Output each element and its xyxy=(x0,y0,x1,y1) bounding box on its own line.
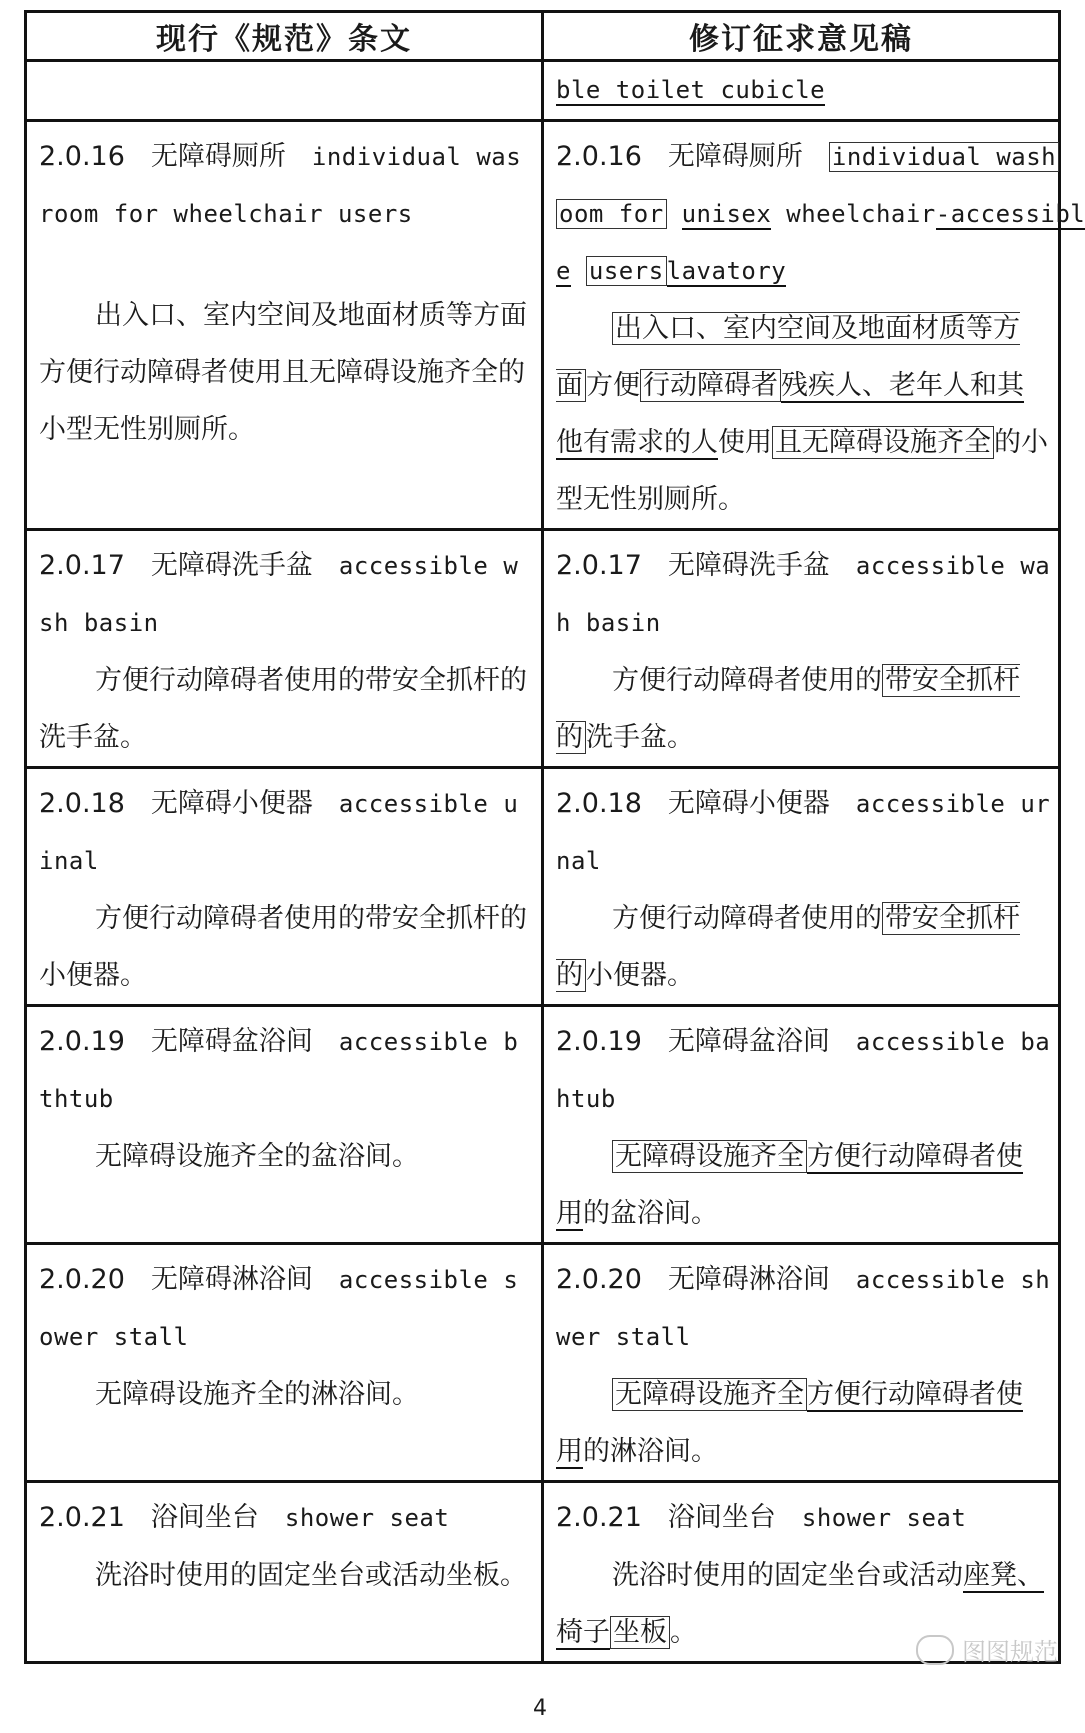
term-en: accessible ba xyxy=(855,1028,1051,1056)
comparison-table xyxy=(24,10,1085,1664)
term-en: individual was xyxy=(311,143,522,171)
term-en: accessible wa xyxy=(855,552,1051,580)
header-revised: 修订征求意见稿 xyxy=(543,12,1060,61)
clause-number: 2.0.19 xyxy=(39,1026,125,1057)
definition-text: 方便行动障碍者使用的 xyxy=(612,903,882,934)
table-row xyxy=(26,1482,1060,1663)
term-en-cont: nal xyxy=(556,847,601,875)
current-cell xyxy=(26,1244,543,1482)
term: 无障碍淋浴间 xyxy=(667,1264,830,1295)
definition-text: 的淋浴间。 xyxy=(583,1436,718,1467)
watermark xyxy=(916,1632,1058,1667)
current-cell xyxy=(26,1006,543,1244)
term-en-cont: inal xyxy=(39,847,99,875)
definition: 无障碍设施齐全的盆浴间。 xyxy=(95,1141,419,1172)
term: 无障碍淋浴间 xyxy=(150,1264,313,1295)
revised-cell xyxy=(543,121,1085,530)
definition: 无障碍设施齐全的淋浴间。 xyxy=(95,1379,419,1410)
clause-number: 2.0.21 xyxy=(556,1502,642,1533)
clause-number: 2.0.16 xyxy=(556,141,642,172)
term: 无障碍厕所 xyxy=(667,141,803,172)
current-cell xyxy=(26,768,543,1006)
definition: 方便行动障碍者使用的带安全抓杆的小便器。 xyxy=(39,903,527,991)
revised-tail-text: ble toilet cubicle xyxy=(556,76,826,104)
revised-cell xyxy=(543,1006,1060,1244)
term-en: wheelchair xyxy=(786,200,936,228)
term-en-cont: h basin xyxy=(556,609,661,637)
term-en: accessible b xyxy=(338,1028,519,1056)
term: 无障碍小便器 xyxy=(150,788,313,819)
continuation-current xyxy=(26,61,543,121)
term-en-boxed: oom for xyxy=(556,199,667,229)
chat-bubble-icon xyxy=(916,1635,954,1665)
continuation-revised xyxy=(543,61,1060,121)
term-en: shower seat xyxy=(801,1504,967,1532)
term-en-cont: htub xyxy=(556,1085,616,1113)
term-en: shower seat xyxy=(284,1504,450,1532)
watermark-text: 图图规范 xyxy=(962,1638,1058,1666)
added-text: 方便行动障碍者使用 xyxy=(556,1141,1023,1229)
term-en-added: unisex xyxy=(681,200,772,228)
clause-number: 2.0.20 xyxy=(556,1264,642,1295)
added-text: 方便行动障碍者使用 xyxy=(556,1379,1023,1467)
definition-text: 的盆浴间。 xyxy=(583,1198,718,1229)
clause-number: 2.0.19 xyxy=(556,1026,642,1057)
current-cell xyxy=(26,121,543,530)
definition-text: 方便行动障碍者使用的 xyxy=(612,665,882,696)
current-cell xyxy=(26,1482,543,1663)
deleted-text: 无障碍设施齐全 xyxy=(612,1140,807,1173)
term-en: accessible w xyxy=(338,552,519,580)
deleted-text: 行动障碍者 xyxy=(640,369,781,402)
definition: 出入口、室内空间及地面材质等方面方便行动障碍者使用且无障碍设施齐全的小型无性别厕所。 xyxy=(39,300,527,445)
header-row xyxy=(26,12,1060,61)
definition-text: 洗手盆。 xyxy=(586,722,694,753)
term: 浴间坐台 xyxy=(667,1502,776,1533)
header-current: 现行《规范》条文 xyxy=(26,12,543,61)
clause-number: 2.0.17 xyxy=(556,550,642,581)
deleted-text: 且无障碍设施齐全 xyxy=(772,426,994,459)
page-number: 4 xyxy=(533,1696,547,1721)
term-en-added: -accessibl xyxy=(935,200,1085,228)
term: 无障碍盆浴间 xyxy=(150,1026,313,1057)
definition-text: 使用 xyxy=(718,427,772,458)
current-cell xyxy=(26,530,543,768)
term-en: accessible u xyxy=(338,790,519,818)
table-row xyxy=(26,1244,1060,1482)
term: 无障碍盆浴间 xyxy=(667,1026,830,1057)
term-en-cont: thtub xyxy=(39,1085,114,1113)
deleted-text: 带安全抓杆的 xyxy=(556,903,1020,991)
definition: 洗浴时使用的固定坐台或活动坐板。 xyxy=(95,1560,527,1591)
clause-number: 2.0.21 xyxy=(39,1502,125,1533)
definition-text: 小便器。 xyxy=(586,960,694,991)
deleted-text: 无障碍设施齐全 xyxy=(612,1378,807,1411)
deleted-text: 出入口、室内空间及地面材质等方面 xyxy=(556,313,1020,401)
revised-cell xyxy=(543,1244,1060,1482)
clause-number: 2.0.18 xyxy=(556,788,642,819)
term-en-boxed: individual wash xyxy=(829,142,1059,172)
term: 无障碍洗手盆 xyxy=(667,550,830,581)
clause-number: 2.0.20 xyxy=(39,1264,125,1295)
term: 无障碍小便器 xyxy=(667,788,830,819)
table-row xyxy=(26,1006,1060,1244)
term-en: accessible ur xyxy=(855,790,1051,818)
term-en-cont: room for wheelchair users xyxy=(39,200,413,228)
revised-cell xyxy=(543,768,1060,1006)
term: 浴间坐台 xyxy=(150,1502,259,1533)
definition-text: 方便 xyxy=(586,370,640,401)
table-row xyxy=(26,530,1060,768)
revised-cell xyxy=(543,530,1060,768)
clause-number: 2.0.17 xyxy=(39,550,125,581)
table-row xyxy=(26,768,1060,1006)
deleted-text: 带安全抓杆的 xyxy=(556,665,1020,753)
definition-text: 洗浴时使用的固定坐台或活动 xyxy=(612,1560,963,1591)
term-en: accessible s xyxy=(338,1266,519,1294)
term-en-cont: sh basin xyxy=(39,609,159,637)
definition-text: 。 xyxy=(670,1617,697,1648)
comparison-sheet xyxy=(24,10,1085,1664)
term: 无障碍洗手盆 xyxy=(150,550,313,581)
term-en-added: lavatory xyxy=(666,257,787,285)
added-text: 残疾人、老年人和其他有需求的人 xyxy=(556,370,1024,458)
deleted-text: 坐板 xyxy=(610,1616,670,1649)
added-text: 座凳、椅子 xyxy=(556,1560,1044,1648)
term-en-cont: ower stall xyxy=(39,1323,189,1351)
clause-number: 2.0.16 xyxy=(39,141,125,172)
term-en-boxed: users xyxy=(586,256,667,286)
definition-text: 的小型无性别厕所。 xyxy=(556,427,1048,515)
term-en-cont: wer stall xyxy=(556,1323,691,1351)
term-en: accessible sh xyxy=(855,1266,1051,1294)
table-row xyxy=(26,121,1060,530)
term: 无障碍厕所 xyxy=(150,141,286,172)
term-en-added: e xyxy=(556,257,571,285)
clause-number: 2.0.18 xyxy=(39,788,125,819)
definition: 方便行动障碍者使用的带安全抓杆的洗手盆。 xyxy=(39,665,527,753)
continuation-row xyxy=(26,61,1060,121)
